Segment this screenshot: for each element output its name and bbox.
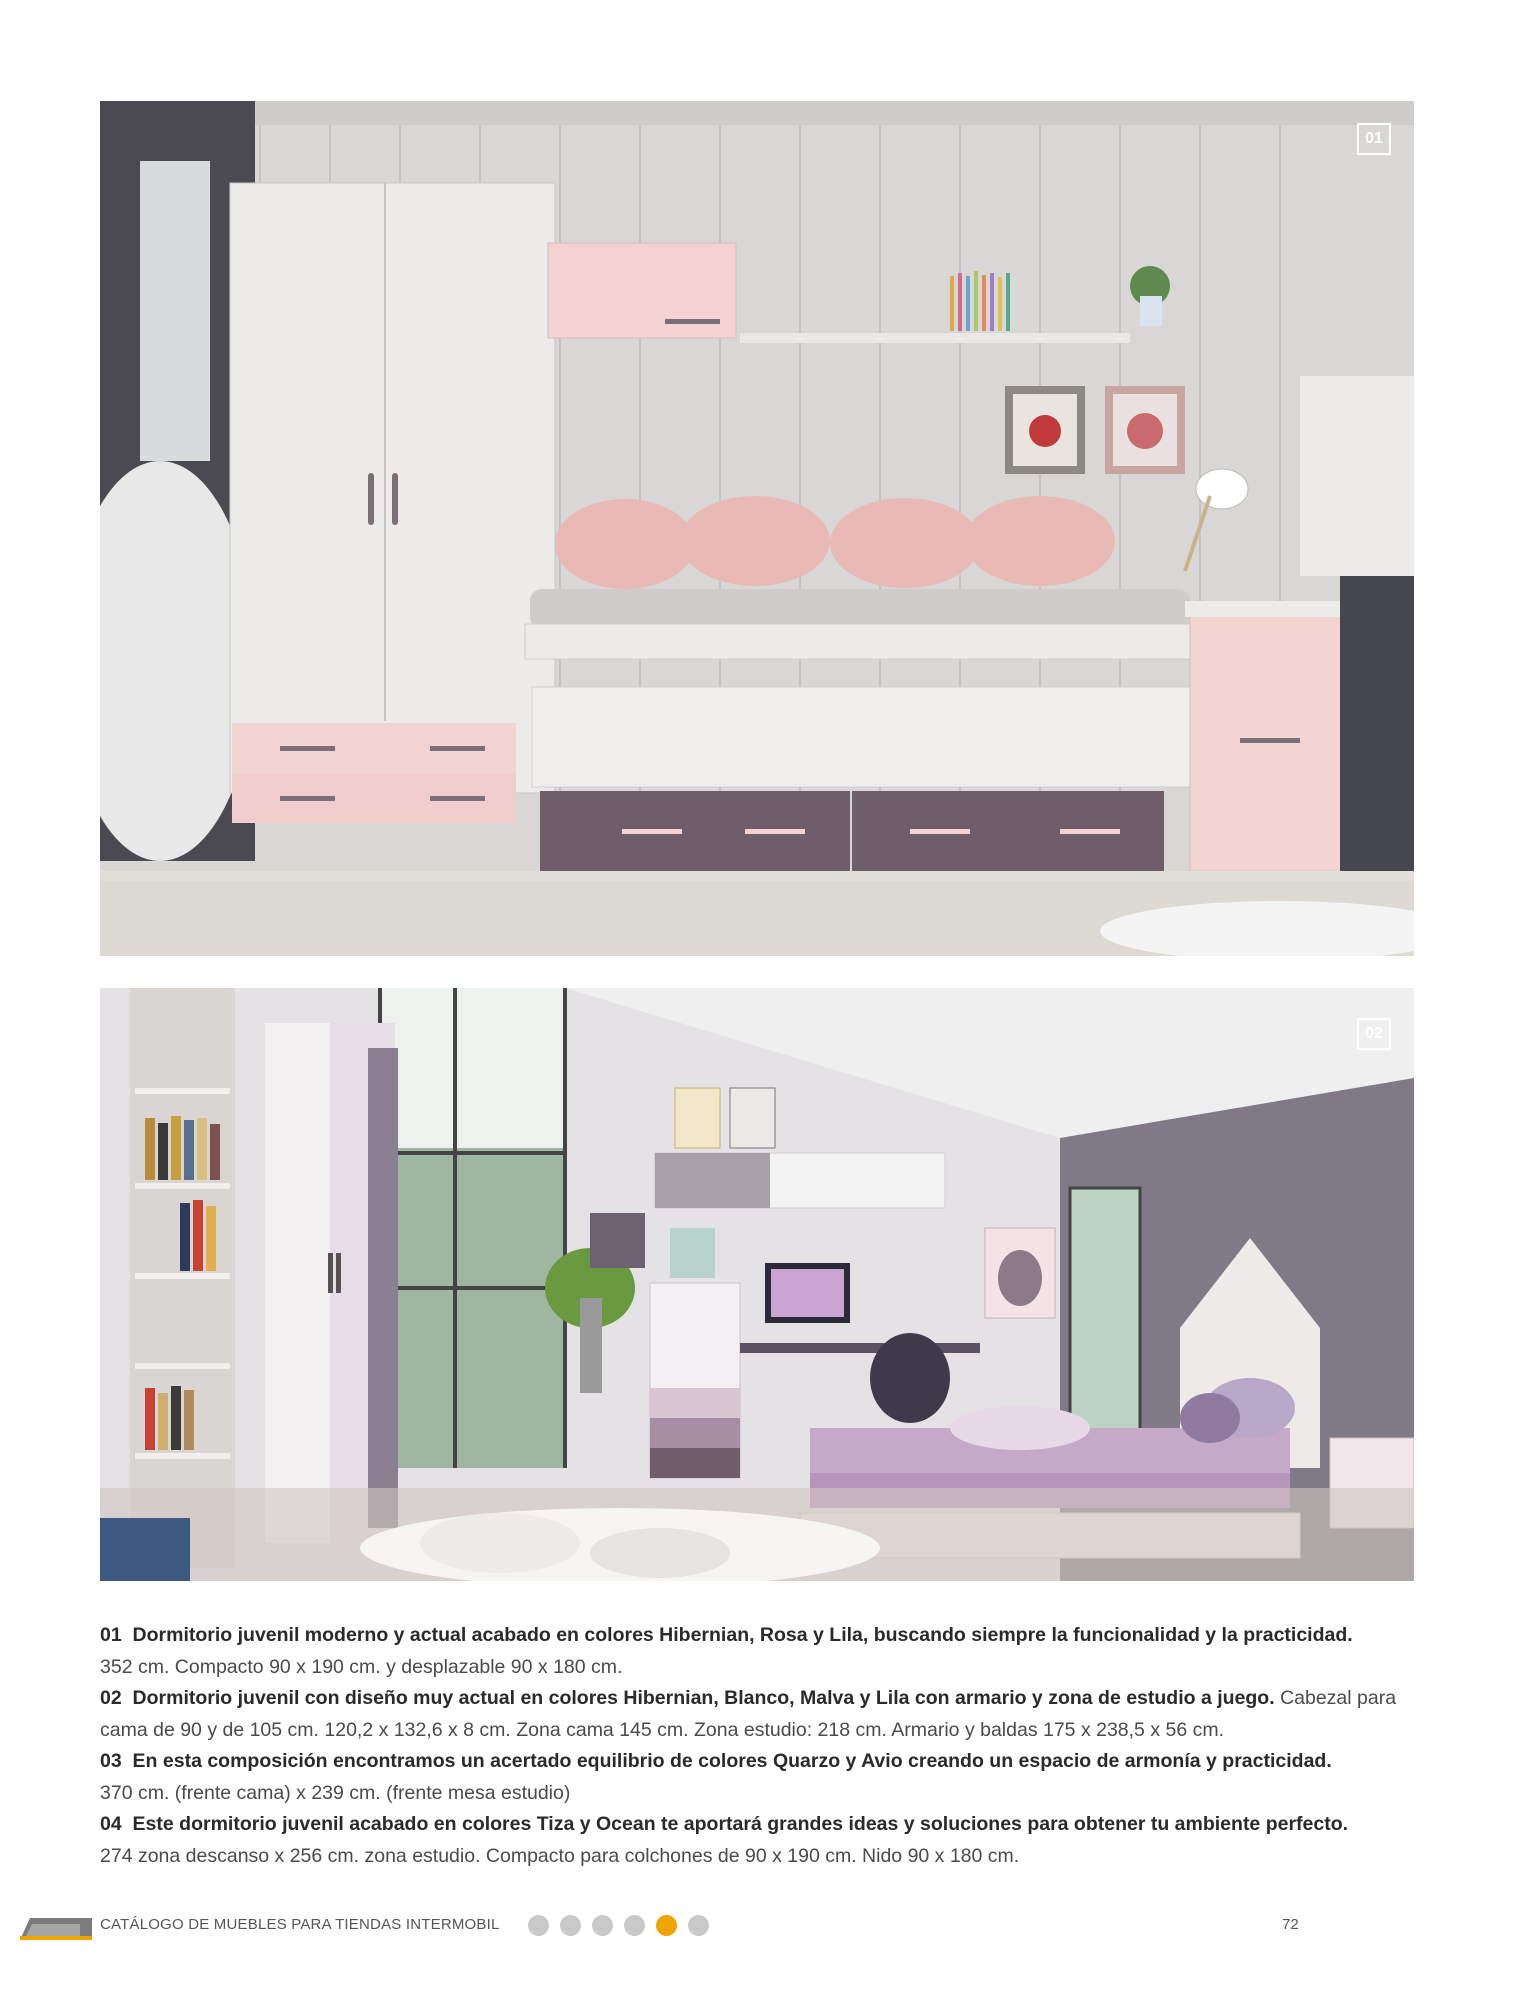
caption-number: 02 [100,1687,122,1709]
caption-number: 01 [100,1624,122,1646]
caption-02 [100,1683,1420,1746]
caption-details: 352 cm. Compacto 90 x 190 cm. y desplazable 90 x 180 cm. [100,1655,623,1678]
bedroom-photo-02 [100,988,1414,1581]
pagination-dot[interactable] [528,1915,549,1936]
caption-title: Dormitorio juvenil moderno y actual acabado en colores Hibernian, Rosa y Lila, buscando siempre la funcionalidad y la practicidad. [132,1624,1353,1646]
caption-title: En esta composición encontramos un acertado equilibrio de colores Quarzo y Avio creando un espacio de armonía y practicidad. [132,1750,1332,1772]
photo-number-badge: 01 [1357,123,1391,155]
page-footer [0,1910,1516,1950]
catalog-footer-text: CATÁLOGO DE MUEBLES PARA TIENDAS INTERMOBIL [100,1916,500,1933]
caption-number: 03 [100,1750,122,1772]
caption-details: Cabezal para cama de 90 y de 105 cm. 120,2 x 132,6 x 8 cm. Zona cama 145 cm. Zona estudio: 218 cm. Armario y baldas 175 x 238,5 x 56 cm. [100,1687,1397,1741]
bedroom-02-illustration [100,988,1414,1581]
bedroom-photo-01 [100,101,1414,956]
caption-details: 370 cm. (frente cama) x 239 cm. (frente mesa estudio) [100,1781,571,1804]
pagination-dot[interactable] [592,1915,613,1936]
caption-title: Este dormitorio juvenil acabado en colores Tiza y Ocean te aportará grandes ideas y soluciones para obtener tu ambiente perfecto. [132,1813,1349,1835]
caption-details: 274 zona descanso x 256 cm. zona estudio. Compacto para colchones de 90 x 190 cm. Nido 90 x 180 cm. [100,1844,1020,1867]
caption-03 [100,1746,1420,1809]
pagination-dot[interactable] [560,1915,581,1936]
caption-title: Dormitorio juvenil con diseño muy actual en colores Hibernian, Blanco, Malva y Lila con armario y zona de estudio a juego. [132,1687,1275,1709]
page-number: 72 [1282,1916,1299,1933]
pagination-dots [528,1915,709,1936]
photo-number-badge: 02 [1357,1018,1391,1050]
captions-block [100,1620,1420,1872]
caption-01 [100,1620,1420,1683]
pagination-dot[interactable] [624,1915,645,1936]
pagination-dot[interactable] [688,1915,709,1936]
pagination-dot-active[interactable] [656,1915,677,1936]
caption-04 [100,1809,1420,1872]
intermobil-logo-icon [20,1916,92,1940]
bedroom-01-illustration [100,101,1414,956]
caption-number: 04 [100,1813,122,1835]
